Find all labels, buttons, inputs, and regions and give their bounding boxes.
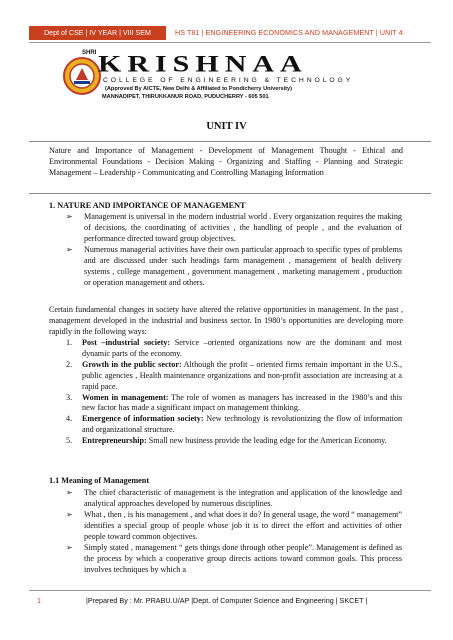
body-paragraph: Certain fundamental changes in society have altered the relative opportunities in management. In the past , management developed in the industrial and business sector. In 1980’s opportunities are developing more rapidly in the following ways: bbox=[49, 305, 403, 336]
list-item bbox=[66, 509, 402, 542]
opportunities-list bbox=[66, 338, 403, 447]
item-text: New technology is revolutionizing the flow of information and organizational structure. bbox=[82, 414, 403, 435]
summary-top-rule bbox=[29, 141, 431, 142]
header-divider bbox=[29, 42, 431, 43]
item-text: The role of women as managers has increased in the 1980’s and this new factor has made a significant impact on management thinking. bbox=[82, 392, 403, 413]
item-title: Women in management: bbox=[82, 392, 169, 402]
footer-credit: |Prepared By : Mr. PRABU.U/AP |Dept. of Computer Science and Engineering | SKCET | bbox=[86, 596, 368, 605]
arrow-bullet-icon: ➢ bbox=[66, 245, 73, 254]
bullet-text: Simply stated , management “ gets things done through other people”. Management is defined as the process by which a cooperative group directs actions toward common goals. This process involves techniques by which a bbox=[84, 543, 402, 574]
item-number: 4. bbox=[66, 414, 73, 424]
logo-subtitle: COLLEGE OF ENGINEERING & TECHNOLOGY bbox=[103, 77, 354, 84]
header-course-label: HS T81 | ENGINEERING ECONOMICS AND MANAGEMENT | UNIT 4 bbox=[175, 29, 403, 37]
section1-bullet-list bbox=[66, 211, 402, 288]
list-item bbox=[66, 436, 402, 447]
item-number: 2. bbox=[66, 359, 73, 369]
item-text: Although the profit – oriented firms remain important in the U.S., public agencies , Health maintenance organizations and non-profit association are increasing at a rapid pace. bbox=[82, 359, 402, 391]
item-title: Post –industrial society: bbox=[82, 338, 171, 347]
page-number: 1 bbox=[37, 596, 41, 605]
item-text: Service –oriented organizations now are the dominant and most dynamic parts of the economy. bbox=[82, 338, 402, 358]
arrow-bullet-icon: ➢ bbox=[66, 543, 73, 552]
list-item bbox=[66, 392, 403, 415]
bullet-text: What , then , is his management , and what does it do? In general usage, the word “ management” identifies a special group of people whose job it is to direct the effort and activities of other people toward common objectives. bbox=[84, 510, 402, 541]
college-emblem-icon bbox=[62, 56, 102, 96]
arrow-bullet-icon: ➢ bbox=[66, 212, 73, 221]
section-title: 1.1 Meaning of Management bbox=[49, 476, 150, 485]
list-item bbox=[66, 542, 402, 575]
page-header bbox=[29, 24, 431, 42]
footer-divider bbox=[29, 590, 431, 591]
bullet-text: The chief characteristic of management is the integration and application of the knowledge and analytical approaches developed by numerous disciplines. bbox=[84, 488, 402, 508]
bullet-text: Numerous managerial activities have their own particular approach to specific types of problems and are discussed under such headings farm management , management of health delivery systems , college management , government management , marketing management , production or operation management and others. bbox=[84, 245, 402, 287]
item-text: Small new business provide the leading edge for the American Economy. bbox=[146, 436, 387, 446]
item-title: Growth in the public sector: bbox=[82, 359, 182, 369]
section-title: 1. NATURE AND IMPORTANCE OF MANAGEMENT bbox=[49, 201, 246, 210]
list-item bbox=[66, 211, 402, 244]
arrow-bullet-icon: ➢ bbox=[66, 488, 73, 497]
summary-bottom-rule bbox=[29, 193, 431, 194]
list-item bbox=[66, 359, 402, 393]
arrow-bullet-icon: ➢ bbox=[66, 510, 73, 519]
header-dept-label: Dept of CSE | IV YEAR | VIII SEM bbox=[29, 26, 166, 40]
list-item bbox=[66, 338, 402, 360]
item-title: Entrepreneurship: bbox=[82, 436, 147, 446]
logo-shri: SHRI bbox=[82, 50, 97, 56]
item-number: 5. bbox=[66, 436, 73, 446]
section11-bullet-list bbox=[66, 487, 402, 575]
bullet-text: Management is universal in the modern industrial world . Every organization requires the making of decisions, the coordinating of activities , the handling of people , and the evaluation of performance directed toward group objectives. bbox=[84, 212, 402, 243]
list-item bbox=[66, 487, 402, 509]
unit-title: UNIT IV bbox=[206, 121, 247, 132]
logo-address: MANNADIPET, THIRUKKANUR ROAD, PUDUCHERRY - 605 501 bbox=[102, 94, 269, 100]
list-item bbox=[66, 414, 403, 436]
logo-college-name: KRISHNAA bbox=[98, 51, 308, 77]
logo-approval: (Approved By AICTE, New Delhi & Affiliated to Pondicherry University) bbox=[105, 86, 293, 92]
item-number: 1. bbox=[66, 338, 73, 347]
unit-summary: Nature and Importance of Management - Development of Management Thought - Ethical and Environmental Foundations - Decision Making - Organizing and Staffing - Planning and Strategic Management – Leadership - Communicating and Controlling Managing Information bbox=[49, 146, 403, 177]
item-number: 3. bbox=[66, 392, 73, 402]
list-item bbox=[66, 244, 402, 288]
item-title: Emergence of information society: bbox=[82, 414, 204, 424]
